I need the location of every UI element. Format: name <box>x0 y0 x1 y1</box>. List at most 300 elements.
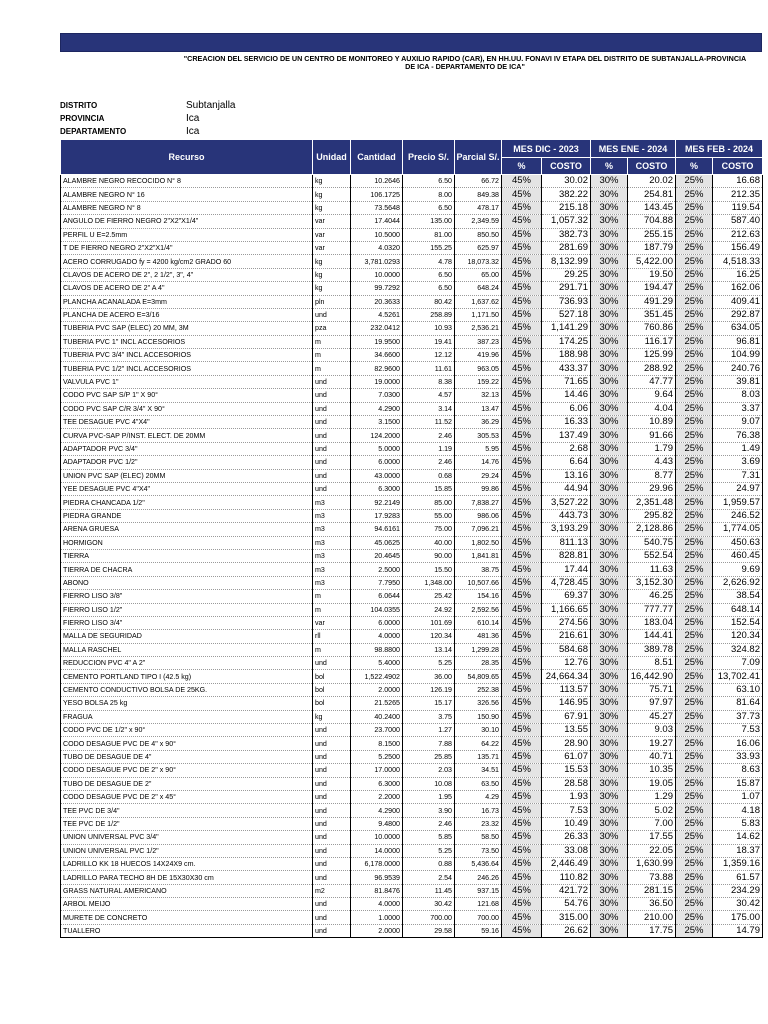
cell-precio: 13.14 <box>403 643 455 656</box>
cell-pct-ene: 30% <box>591 804 628 817</box>
cell-precio: 4.57 <box>403 389 455 402</box>
cell-pct-ene: 30% <box>591 884 628 897</box>
cell-pct-dic: 45% <box>502 817 542 830</box>
cell-costo-feb: 212.63 <box>713 228 763 241</box>
cell-precio: 4.78 <box>403 255 455 268</box>
cell-recurso: UNION PVC SAP (ELEC) 20MM <box>61 469 313 482</box>
cell-cantidad: 10.0000 <box>351 831 403 844</box>
table-row <box>61 777 763 790</box>
cell-unidad: m <box>313 643 351 656</box>
cell-pct-ene: 30% <box>591 857 628 870</box>
cell-costo-ene: 19.50 <box>628 268 676 281</box>
cell-costo-ene: 17.75 <box>628 924 676 937</box>
cell-costo-feb: 5.83 <box>713 817 763 830</box>
cell-pct-feb: 25% <box>676 657 713 670</box>
cell-recurso: UNION UNIVERSAL PVC 1/2" <box>61 844 313 857</box>
cell-unidad: und <box>313 750 351 763</box>
cell-pct-dic: 45% <box>502 590 542 603</box>
cell-costo-dic: 13.16 <box>542 469 591 482</box>
cell-pct-feb: 25% <box>676 496 713 509</box>
meta-value: Subtanjalla <box>186 100 236 111</box>
cell-pct-feb: 25% <box>676 911 713 924</box>
cell-parcial: 850.50 <box>455 228 502 241</box>
cell-costo-dic: 26.33 <box>542 831 591 844</box>
cell-pct-feb: 25% <box>676 710 713 723</box>
cell-costo-feb: 212.35 <box>713 188 763 201</box>
table-row <box>61 335 763 348</box>
cell-costo-ene: 9.03 <box>628 724 676 737</box>
col-header-precio: Precio S/. <box>403 140 455 175</box>
cell-pct-feb: 25% <box>676 429 713 442</box>
cell-costo-ene: 5,422.00 <box>628 255 676 268</box>
cell-pct-ene: 30% <box>591 831 628 844</box>
cell-parcial: 16.73 <box>455 804 502 817</box>
cell-recurso: LADRILLO KK 18 HUECOS 14X24X9 cm. <box>61 857 313 870</box>
cell-costo-dic: 382.22 <box>542 188 591 201</box>
table-row <box>61 416 763 429</box>
cell-parcial: 2,349.59 <box>455 215 502 228</box>
cell-unidad: und <box>313 831 351 844</box>
cell-costo-feb: 152.54 <box>713 616 763 629</box>
cell-costo-ene: 2,351.48 <box>628 496 676 509</box>
cell-costo-ene: 4.43 <box>628 456 676 469</box>
cell-unidad: kg <box>313 188 351 201</box>
cell-costo-feb: 292.87 <box>713 308 763 321</box>
cell-pct-ene: 30% <box>591 188 628 201</box>
cell-costo-dic: 14.46 <box>542 389 591 402</box>
table-row <box>61 657 763 670</box>
table-row <box>61 375 763 388</box>
cell-unidad: m2 <box>313 884 351 897</box>
cell-costo-ene: 16,442.90 <box>628 670 676 683</box>
cell-pct-ene: 30% <box>591 871 628 884</box>
cell-cantidad: 1,522.4902 <box>351 670 403 683</box>
cell-costo-ene: 29.96 <box>628 482 676 495</box>
cell-pct-feb: 25% <box>676 442 713 455</box>
table-row <box>61 697 763 710</box>
cell-costo-ene: 1.79 <box>628 442 676 455</box>
cell-precio: 126.19 <box>403 683 455 696</box>
table-row <box>61 241 763 254</box>
cell-costo-dic: 44.94 <box>542 482 591 495</box>
cell-cantidad: 6.0000 <box>351 456 403 469</box>
cell-pct-dic: 45% <box>502 282 542 295</box>
cell-precio: 19.41 <box>403 335 455 348</box>
meta-row-distrito <box>60 99 762 112</box>
cell-parcial: 1,171.50 <box>455 308 502 321</box>
cell-pct-feb: 25% <box>676 764 713 777</box>
cell-costo-dic: 3,193.29 <box>542 523 591 536</box>
cell-unidad: und <box>313 482 351 495</box>
cell-pct-ene: 30% <box>591 563 628 576</box>
cell-parcial: 5.95 <box>455 442 502 455</box>
cell-unidad: und <box>313 804 351 817</box>
cell-pct-feb: 25% <box>676 241 713 254</box>
cell-unidad: und <box>313 657 351 670</box>
table-row <box>61 389 763 402</box>
cell-pct-dic: 45% <box>502 188 542 201</box>
cell-recurso: REDUCCION PVC 4" A 2" <box>61 657 313 670</box>
cell-costo-feb: 15.87 <box>713 777 763 790</box>
cell-pct-ene: 30% <box>591 389 628 402</box>
cell-costo-ene: 144.41 <box>628 630 676 643</box>
cell-unidad: und <box>313 924 351 937</box>
cell-costo-dic: 281.69 <box>542 241 591 254</box>
cell-unidad: und <box>313 402 351 415</box>
cell-recurso: VALVULA PVC 1" <box>61 375 313 388</box>
cell-costo-dic: 274.56 <box>542 616 591 629</box>
cell-pct-dic: 45% <box>502 750 542 763</box>
table-row <box>61 282 763 295</box>
cell-costo-dic: 30.02 <box>542 175 591 188</box>
cell-pct-ene: 30% <box>591 282 628 295</box>
cell-cantidad: 6.3000 <box>351 482 403 495</box>
cell-pct-feb: 25% <box>676 456 713 469</box>
cell-costo-ene: 760.86 <box>628 322 676 335</box>
table-row <box>61 804 763 817</box>
cell-precio: 12.12 <box>403 349 455 362</box>
cell-pct-feb: 25% <box>676 737 713 750</box>
cell-costo-feb: 162.06 <box>713 282 763 295</box>
cell-recurso: CODO PVC SAP S/P 1" X 90° <box>61 389 313 402</box>
cell-pct-ene: 30% <box>591 603 628 616</box>
cell-unidad: m3 <box>313 576 351 589</box>
table-row <box>61 831 763 844</box>
cell-recurso: ALAMBRE NEGRO RECOCIDO N° 8 <box>61 175 313 188</box>
cell-cantidad: 124.2000 <box>351 429 403 442</box>
cell-precio: 2.54 <box>403 871 455 884</box>
cell-pct-dic: 45% <box>502 657 542 670</box>
cell-costo-ene: 19.05 <box>628 777 676 790</box>
cell-costo-feb: 7.31 <box>713 469 763 482</box>
cell-precio: 6.50 <box>403 268 455 281</box>
cell-pct-ene: 30% <box>591 777 628 790</box>
meta-row-departamento <box>60 125 762 138</box>
cell-pct-feb: 25% <box>676 777 713 790</box>
cell-costo-feb: 8.03 <box>713 389 763 402</box>
cell-costo-ene: 281.15 <box>628 884 676 897</box>
cell-costo-ene: 40.71 <box>628 750 676 763</box>
cell-recurso: PLANCHA DE ACERO E=3/16 <box>61 308 313 321</box>
table-row <box>61 228 763 241</box>
cell-costo-ene: 46.25 <box>628 590 676 603</box>
cell-pct-dic: 45% <box>502 523 542 536</box>
cell-cantidad: 5.0000 <box>351 442 403 455</box>
cell-precio: 5.25 <box>403 657 455 670</box>
cell-cantidad: 4.0000 <box>351 630 403 643</box>
cell-precio: 1.27 <box>403 724 455 737</box>
cell-cantidad: 4.2900 <box>351 804 403 817</box>
table-row <box>61 175 763 188</box>
cell-costo-ene: 183.04 <box>628 616 676 629</box>
cell-recurso: ANGULO DE FIERRO NEGRO 2"X2"X1/4" <box>61 215 313 228</box>
cell-cantidad: 92.2149 <box>351 496 403 509</box>
cell-costo-feb: 324.82 <box>713 643 763 656</box>
cell-parcial: 58.50 <box>455 831 502 844</box>
cell-pct-ene: 30% <box>591 335 628 348</box>
cell-costo-ene: 125.99 <box>628 349 676 362</box>
cell-parcial: 36.29 <box>455 416 502 429</box>
cell-pct-ene: 30% <box>591 630 628 643</box>
cell-precio: 6.50 <box>403 201 455 214</box>
cell-pct-feb: 25% <box>676 416 713 429</box>
cell-pct-feb: 25% <box>676 670 713 683</box>
cell-pct-ene: 30% <box>591 536 628 549</box>
cell-precio: 2.03 <box>403 764 455 777</box>
cell-pct-feb: 25% <box>676 549 713 562</box>
table-row <box>61 603 763 616</box>
cell-costo-feb: 450.63 <box>713 536 763 549</box>
cell-cantidad: 3,781.0293 <box>351 255 403 268</box>
table-row <box>61 456 763 469</box>
cell-cantidad: 82.9600 <box>351 362 403 375</box>
meta-label: PROVINCIA <box>60 114 105 123</box>
cell-costo-feb: 119.54 <box>713 201 763 214</box>
cell-recurso: CODO DESAGUE PVC DE 2" x 90° <box>61 764 313 777</box>
cell-pct-feb: 25% <box>676 884 713 897</box>
cell-costo-feb: 16.06 <box>713 737 763 750</box>
cell-cantidad: 14.0000 <box>351 844 403 857</box>
cell-pct-ene: 30% <box>591 737 628 750</box>
cell-pct-ene: 30% <box>591 710 628 723</box>
month-header-ene-2024: MES ENE - 2024 <box>591 140 676 158</box>
cell-cantidad: 20.3633 <box>351 295 403 308</box>
cell-parcial: 59.16 <box>455 924 502 937</box>
cell-pct-feb: 25% <box>676 683 713 696</box>
cell-pct-dic: 45% <box>502 175 542 188</box>
cell-cantidad: 4.2900 <box>351 402 403 415</box>
resource-table <box>60 139 763 938</box>
cell-pct-ene: 30% <box>591 241 628 254</box>
cell-precio: 40.00 <box>403 536 455 549</box>
cell-recurso: CLAVOS DE ACERO DE 2", 2 1/2", 3", 4" <box>61 268 313 281</box>
cell-pct-feb: 25% <box>676 375 713 388</box>
cell-unidad: m <box>313 335 351 348</box>
table-row <box>61 670 763 683</box>
cell-unidad: var <box>313 241 351 254</box>
cell-parcial: 7,838.27 <box>455 496 502 509</box>
cell-cantidad: 2.0000 <box>351 924 403 937</box>
cell-costo-ene: 704.88 <box>628 215 676 228</box>
cell-cantidad: 8.1500 <box>351 737 403 750</box>
costo-header: COSTO <box>628 158 676 175</box>
cell-cantidad: 98.8800 <box>351 643 403 656</box>
cell-pct-dic: 45% <box>502 697 542 710</box>
cell-costo-feb: 9.07 <box>713 416 763 429</box>
cell-parcial: 34.51 <box>455 764 502 777</box>
spreadsheet <box>60 33 762 938</box>
table-row <box>61 817 763 830</box>
cell-unidad: m <box>313 349 351 362</box>
cell-costo-feb: 4,518.33 <box>713 255 763 268</box>
cell-pct-feb: 25% <box>676 750 713 763</box>
cell-costo-feb: 648.14 <box>713 603 763 616</box>
cell-pct-feb: 25% <box>676 563 713 576</box>
cell-cantidad: 94.6161 <box>351 523 403 536</box>
cell-unidad: bol <box>313 683 351 696</box>
cell-unidad: und <box>313 764 351 777</box>
cell-precio: 2.46 <box>403 429 455 442</box>
cell-recurso: YEE DESAGUE PVC 4"X4" <box>61 482 313 495</box>
cell-recurso: LADRILLO PARA TECHO 8H DE 15X30X30 cm <box>61 871 313 884</box>
cell-pct-ene: 30% <box>591 482 628 495</box>
cell-pct-feb: 25% <box>676 844 713 857</box>
cell-unidad: und <box>313 442 351 455</box>
cell-unidad: und <box>313 898 351 911</box>
cell-pct-dic: 45% <box>502 630 542 643</box>
cell-pct-dic: 45% <box>502 764 542 777</box>
cell-pct-dic: 45% <box>502 844 542 857</box>
cell-pct-feb: 25% <box>676 603 713 616</box>
meta-value: Ica <box>186 126 200 137</box>
cell-costo-dic: 6.06 <box>542 402 591 415</box>
cell-precio: 8.38 <box>403 375 455 388</box>
cell-pct-feb: 25% <box>676 857 713 870</box>
cell-pct-feb: 25% <box>676 536 713 549</box>
cell-parcial: 481.36 <box>455 630 502 643</box>
cell-pct-dic: 45% <box>502 603 542 616</box>
cell-unidad: rll <box>313 630 351 643</box>
cell-pct-ene: 30% <box>591 790 628 803</box>
cell-recurso: PLANCHA ACANALADA E=3mm <box>61 295 313 308</box>
cell-pct-ene: 30% <box>591 724 628 737</box>
cell-recurso: ACERO CORRUGADO fy = 4200 kg/cm2 GRADO 60 <box>61 255 313 268</box>
cell-pct-dic: 45% <box>502 857 542 870</box>
cell-costo-feb: 460.45 <box>713 549 763 562</box>
cell-costo-ene: 389.78 <box>628 643 676 656</box>
cell-cantidad: 40.2400 <box>351 710 403 723</box>
cell-costo-dic: 69.37 <box>542 590 591 603</box>
cell-pct-feb: 25% <box>676 362 713 375</box>
cell-pct-feb: 25% <box>676 469 713 482</box>
cell-pct-feb: 25% <box>676 282 713 295</box>
cell-costo-dic: 1,166.65 <box>542 603 591 616</box>
cell-pct-feb: 25% <box>676 630 713 643</box>
cell-pct-dic: 45% <box>502 710 542 723</box>
cell-parcial: 23.32 <box>455 817 502 830</box>
table-row <box>61 255 763 268</box>
cell-costo-feb: 13,702.41 <box>713 670 763 683</box>
cell-precio: 10.93 <box>403 322 455 335</box>
cell-costo-feb: 3.69 <box>713 456 763 469</box>
cell-cantidad: 2.5000 <box>351 563 403 576</box>
cell-cantidad: 104.0355 <box>351 603 403 616</box>
cell-pct-ene: 30% <box>591 268 628 281</box>
cell-costo-ene: 2,128.86 <box>628 523 676 536</box>
cell-costo-dic: 113.57 <box>542 683 591 696</box>
header-band <box>60 33 762 52</box>
cell-cantidad: 19.9500 <box>351 335 403 348</box>
cell-cantidad: 21.5265 <box>351 697 403 710</box>
table-row <box>61 509 763 522</box>
table-row <box>61 295 763 308</box>
cell-cantidad: 19.0000 <box>351 375 403 388</box>
cell-precio: 2.46 <box>403 817 455 830</box>
cell-costo-ene: 491.29 <box>628 295 676 308</box>
cell-costo-dic: 584.68 <box>542 643 591 656</box>
cell-cantidad: 17.0000 <box>351 764 403 777</box>
cell-costo-dic: 6.64 <box>542 456 591 469</box>
cell-unidad: und <box>313 817 351 830</box>
cell-precio: 1.95 <box>403 790 455 803</box>
cell-parcial: 63.50 <box>455 777 502 790</box>
cell-parcial: 700.00 <box>455 911 502 924</box>
cell-precio: 135.00 <box>403 215 455 228</box>
cell-costo-feb: 409.41 <box>713 295 763 308</box>
cell-parcial: 73.50 <box>455 844 502 857</box>
cell-unidad: m <box>313 590 351 603</box>
cell-cantidad: 17.9283 <box>351 509 403 522</box>
cell-costo-dic: 828.81 <box>542 549 591 562</box>
cell-pct-feb: 25% <box>676 724 713 737</box>
cell-costo-feb: 76.38 <box>713 429 763 442</box>
cell-pct-feb: 25% <box>676 389 713 402</box>
cell-pct-ene: 30% <box>591 456 628 469</box>
cell-precio: 6.50 <box>403 175 455 188</box>
cell-costo-ene: 22.05 <box>628 844 676 857</box>
cell-pct-ene: 30% <box>591 616 628 629</box>
cell-precio: 81.00 <box>403 228 455 241</box>
col-header-unidad: Unidad <box>313 140 351 175</box>
cell-parcial: 1,637.62 <box>455 295 502 308</box>
cell-costo-dic: 1,057.32 <box>542 215 591 228</box>
col-header-recurso: Recurso <box>61 140 313 175</box>
cell-parcial: 1,841.81 <box>455 549 502 562</box>
cell-pct-dic: 45% <box>502 924 542 937</box>
cell-costo-dic: 16.33 <box>542 416 591 429</box>
cell-parcial: 121.68 <box>455 898 502 911</box>
cell-cantidad: 7.7950 <box>351 576 403 589</box>
cell-costo-ene: 36.50 <box>628 898 676 911</box>
cell-cantidad: 6.0644 <box>351 590 403 603</box>
cell-unidad: m3 <box>313 549 351 562</box>
cell-pct-dic: 45% <box>502 898 542 911</box>
cell-unidad: und <box>313 911 351 924</box>
cell-cantidad: 45.0625 <box>351 536 403 549</box>
cell-parcial: 38.75 <box>455 563 502 576</box>
cell-costo-feb: 1.49 <box>713 442 763 455</box>
cell-costo-dic: 7.53 <box>542 804 591 817</box>
cell-parcial: 14.76 <box>455 456 502 469</box>
cell-pct-dic: 45% <box>502 349 542 362</box>
cell-recurso: MALLA RASCHEL <box>61 643 313 656</box>
cell-precio: 3.90 <box>403 804 455 817</box>
location-info <box>60 99 762 139</box>
cell-recurso: CEMENTO PORTLAND TIPO I (42.5 kg) <box>61 670 313 683</box>
cell-costo-feb: 7.53 <box>713 724 763 737</box>
cell-costo-ene: 10.89 <box>628 416 676 429</box>
cell-costo-ene: 5.02 <box>628 804 676 817</box>
cell-parcial: 28.35 <box>455 657 502 670</box>
cell-costo-feb: 246.52 <box>713 509 763 522</box>
cell-unidad: pln <box>313 295 351 308</box>
cell-costo-feb: 8.63 <box>713 764 763 777</box>
cell-parcial: 625.97 <box>455 241 502 254</box>
cell-costo-ene: 552.54 <box>628 549 676 562</box>
cell-pct-dic: 45% <box>502 737 542 750</box>
cell-parcial: 419.96 <box>455 349 502 362</box>
cell-costo-ene: 4.04 <box>628 402 676 415</box>
cell-parcial: 4.29 <box>455 790 502 803</box>
cell-costo-dic: 10.49 <box>542 817 591 830</box>
table-row <box>61 442 763 455</box>
cell-costo-ene: 288.92 <box>628 362 676 375</box>
cell-costo-ene: 8.51 <box>628 657 676 670</box>
cell-cantidad: 2.0000 <box>351 683 403 696</box>
cell-pct-feb: 25% <box>676 322 713 335</box>
cell-costo-ene: 20.02 <box>628 175 676 188</box>
cell-costo-dic: 421.72 <box>542 884 591 897</box>
